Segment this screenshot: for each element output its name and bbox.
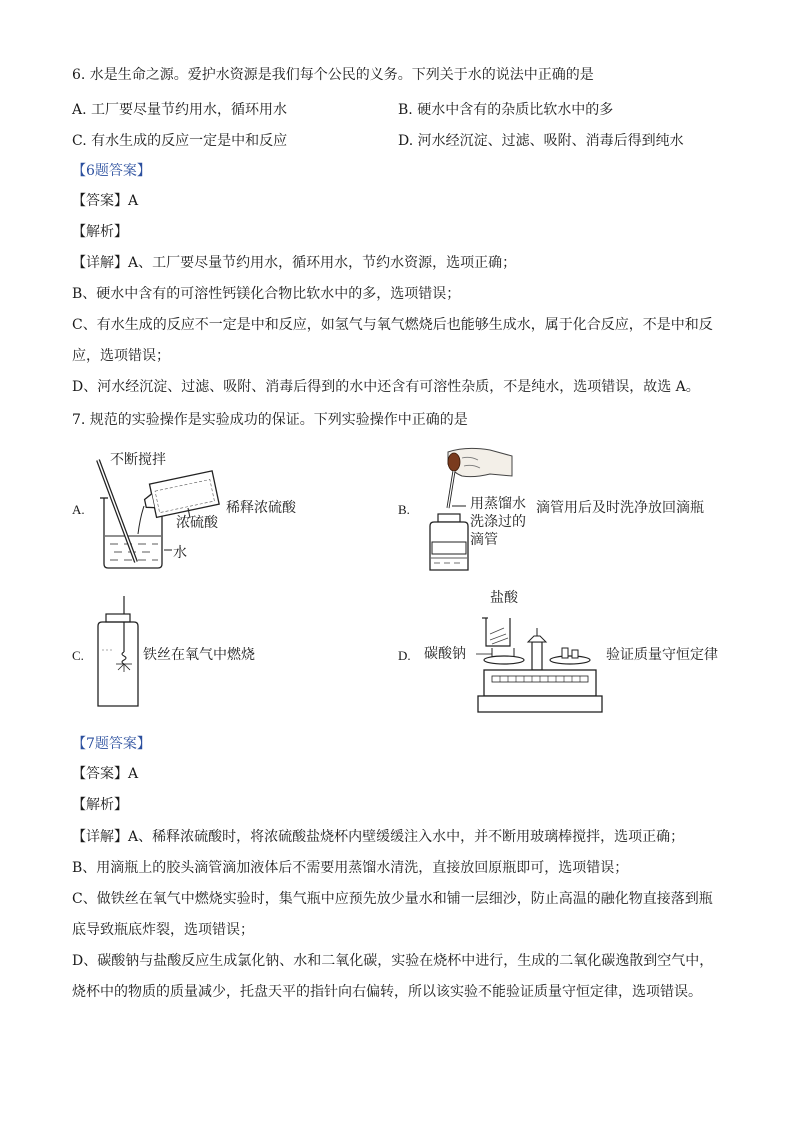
q6-explanation-line-1: 【详解】A、工厂要尽量节约用水，循环用水，节约水资源，选项正确； [72, 255, 517, 271]
figure-a-label-water: 水 [173, 545, 187, 561]
figure-d-label-acid: 盐酸 [490, 590, 518, 606]
q6-option-c: C. 有水生成的反应一定是中和反应 [72, 133, 288, 149]
q7-explanation-line-6: 烧杯中的物质的质量减少，托盘天平的指针向右偏转，所以该实验不能验证质量守恒定律，选项错误。 [72, 984, 702, 1000]
q7-answer-header: 【7题答案】 [72, 736, 151, 752]
q7-question: 7. 规范的实验操作是实验成功的保证。下列实验操作中正确的是 [72, 412, 468, 428]
figure-c-iron-wire-diagram [94, 594, 144, 710]
figure-c-letter: C. [72, 648, 84, 663]
q6-analysis-header: 【解析】 [72, 224, 128, 240]
q6-explanation-line-2: B、硬水中含有的可溶性钙镁化合物比软水中的多，选项错误； [72, 286, 461, 302]
figure-a-label-dilute: 稀释浓硫酸 [226, 500, 296, 516]
q6-explanation-line-5: D、河水经沉淀、过滤、吸附、消毒后得到的水中还含有可溶性杂质，不是纯水，选项错误，故选 A。 [72, 379, 700, 395]
figure-a-label-acid: 浓硫酸 [176, 515, 218, 531]
figure-d-balance-diagram [474, 608, 604, 716]
q7-explanation-line-4: 底导致瓶底炸裂，选项错误； [72, 922, 254, 938]
q7-explanation-line-2: B、用滴瓶上的胶头滴管滴加液体后不需要用蒸馏水清洗，直接放回原瓶即可，选项错误； [72, 860, 629, 876]
figure-d-label-sodium-carbonate: 碳酸钠 [424, 646, 466, 662]
figure-c-caption: 铁丝在氧气中燃烧 [143, 647, 255, 663]
q6-explanation-line-3: C、有水生成的反应不一定是中和反应，如氢气与氧气燃烧后也能够生成水，属于化合反应，不是中和反 [72, 317, 713, 333]
q6-explanation-line-4: 应，选项错误； [72, 348, 170, 364]
q7-explanation-line-5: D、碳酸钠与盐酸反应生成氯化钠、水和二氧化碳，实验在烧杯中进行，生成的二氧化碳逸散到空气中， [72, 953, 714, 969]
q6-answer-header: 【6题答案】 [72, 163, 151, 179]
q6-question: 6. 水是生命之源。爱护水资源是我们每个公民的义务。下列关于水的说法中正确的是 [72, 67, 594, 83]
q6-option-d: D. 河水经沉淀、过滤、吸附、消毒后得到纯水 [398, 133, 684, 149]
q7-explanation-line-1: 【详解】A、稀释浓硫酸时，将浓硫酸盐烧杯内壁缓缓注入水中，并不断用玻璃棒搅拌，选项正确； [72, 829, 685, 845]
figure-b-caption: 滴管用后及时洗净放回滴瓶 [536, 500, 704, 516]
figure-b-label-pointer: 用蒸馏水 [470, 496, 526, 512]
q7-analysis-header: 【解析】 [72, 797, 128, 813]
figure-b-letter: B. [398, 502, 410, 517]
q6-option-a: A. 工厂要尽量节约用水，循环用水 [72, 102, 288, 118]
figure-d-caption: 验证质量守恒定律 [606, 647, 718, 663]
q7-answer: 【答案】A [72, 766, 139, 782]
figure-b-label-line-2: 滴管 [470, 532, 498, 548]
figure-a-letter: A. [72, 502, 85, 517]
q6-answer: 【答案】A [72, 193, 139, 209]
figure-b-label-line-1: 洗涤过的 [470, 514, 526, 530]
q6-option-b: B. 硬水中含有的杂质比软水中的多 [398, 102, 614, 118]
figure-d-letter: D. [398, 648, 411, 663]
q7-explanation-line-3: C、做铁丝在氧气中燃烧实验时，集气瓶中应预先放少量水和铺一层细沙，防止高温的融化物直接落到瓶 [72, 891, 713, 907]
figure-a-label-stir: 不断搅拌 [110, 452, 166, 468]
